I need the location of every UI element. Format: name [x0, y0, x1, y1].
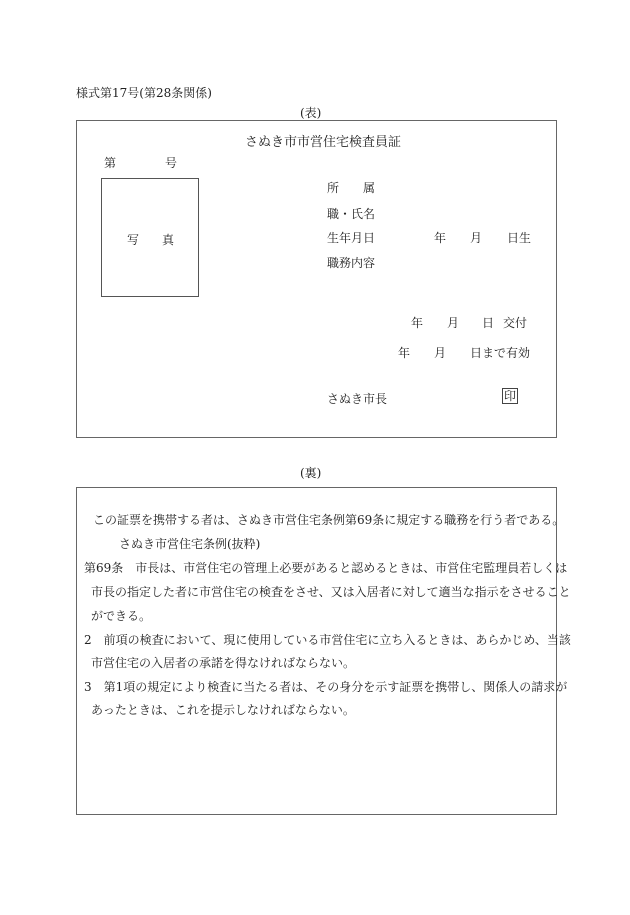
issued-day: 日 — [482, 316, 495, 330]
clause-3-line1: 3 第1項の規定により検査に当たる者は、その身分を示す証票を携帯し、関係人の請求が — [84, 680, 568, 694]
affiliation-label-2: 属 — [363, 181, 376, 195]
front-side-label: (表) — [300, 106, 322, 120]
photo-label-2: 真 — [162, 233, 175, 247]
birth-year: 年 — [434, 231, 447, 245]
birth-day: 日生 — [507, 231, 532, 245]
id-card-front — [76, 120, 557, 438]
intro-text: この証票を携帯する者は、さぬき市営住宅条例第69条に規定する職務を行う者である。 — [93, 513, 565, 527]
birthdate-label: 生年月日 — [327, 231, 376, 245]
issued-year: 年 — [411, 316, 424, 330]
clause-2-line2: 市営住宅の入居者の承諾を得なければならない。 — [91, 656, 356, 670]
issued-suffix: 交付 — [503, 316, 528, 330]
article-69-line2: 市長の指定した者に市営住宅の検査をさせ、又は入居者に対して適当な指示をさせること — [91, 585, 571, 599]
card-title: さぬき市市営住宅検査員証 — [245, 135, 402, 150]
id-card-back — [76, 487, 571, 815]
seal-icon: 印 — [504, 389, 517, 403]
number-suffix: 号 — [165, 156, 178, 170]
clause-3-line2: あったときは、これを提示しなければならない。 — [91, 703, 355, 717]
form-header: 様式第17号(第28条関係) — [76, 86, 212, 100]
affiliation-label-1: 所 — [327, 181, 340, 195]
valid-month: 月 — [434, 346, 447, 360]
article-69-line3: ができる。 — [91, 609, 152, 623]
clause-2-line1: 2 前項の検査において、現に使用している市営住宅に立ち入るときは、あらかじめ、当該 — [84, 633, 571, 647]
valid-year: 年 — [398, 346, 411, 360]
back-side-label: (裏) — [300, 466, 322, 480]
excerpt-title: さぬき市営住宅条例(抜粋) — [119, 537, 261, 551]
issued-month: 月 — [447, 316, 460, 330]
seal-mark — [502, 388, 518, 404]
birth-month: 月 — [470, 231, 483, 245]
duties-label: 職務内容 — [327, 256, 376, 270]
photo-label-1: 写 — [127, 233, 140, 247]
valid-until: 日まで有効 — [470, 346, 531, 360]
number-prefix: 第 — [104, 156, 117, 170]
mayor-label: さぬき市長 — [327, 392, 388, 406]
article-69-line1: 第69条 市長は、市営住宅の管理上必要があると認めるときは、市営住宅監理員若しくは — [84, 561, 568, 575]
title-name-label: 職・氏名 — [327, 207, 376, 221]
photo-area — [101, 178, 199, 297]
